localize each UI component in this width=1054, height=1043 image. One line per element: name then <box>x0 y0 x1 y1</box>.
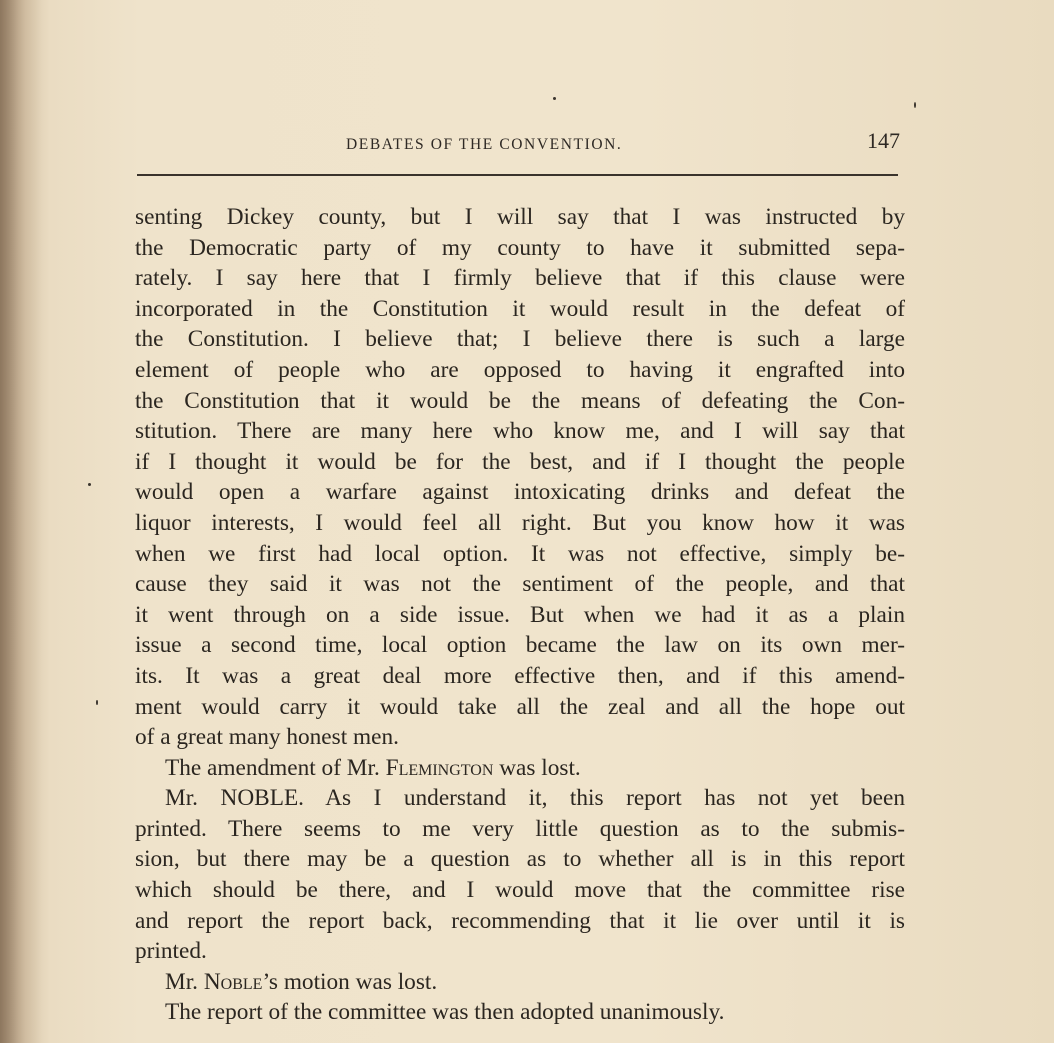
motion-text-pre: Mr. <box>165 968 204 995</box>
text-line: Mr. NOBLE. As I understand it, this report has not yet been <box>165 785 905 812</box>
paper-speck <box>96 700 98 705</box>
text-line: stitution. There are many here who know me, and I will say that <box>135 418 905 445</box>
text-line: ment would carry it would take all the zeal and all the hope out <box>135 693 905 720</box>
page-header <box>138 128 900 162</box>
text-line: element of people who are opposed to having it engrafted into <box>135 356 905 383</box>
text-line: if I thought it would be for the best, and if I thought the people <box>135 448 905 475</box>
motion-text-post: ’s motion was lost. <box>262 968 438 995</box>
book-gutter-shadow <box>0 0 42 1043</box>
text-line: the Democratic party of my county to have it submitted sepa- <box>135 234 905 261</box>
motion-text-post: was lost. <box>493 754 581 781</box>
speaker-name: Flemington <box>385 754 494 781</box>
text-line: issue a second time, local option became the law on its own mer- <box>135 632 905 659</box>
text-line: when we first had local option. It was not effective, simply be- <box>135 540 905 567</box>
running-title: DEBATES OF THE CONVENTION. <box>346 136 623 153</box>
text-line: the Constitution that it would be the means of defeating the Con- <box>135 387 905 414</box>
paper-speck <box>553 97 556 100</box>
text-line: it went through on a side issue. But when we had it as a plain <box>135 601 905 628</box>
text-line: which should be there, and I would move that the committee rise <box>135 877 905 904</box>
text-line: would open a warfare against intoxicating drinks and defeat the <box>135 479 905 506</box>
text-line: its. It was a great deal more effective then, and if this amend- <box>135 662 905 689</box>
text-line: the Constitution. I believe that; I believe there is such a large <box>135 326 905 353</box>
speaker-name: Noble <box>203 968 263 995</box>
page-number: 147 <box>867 128 900 153</box>
motion-text-pre: The amendment of Mr. <box>165 754 386 781</box>
final-line: The report of the committee was then adopted unanimously. <box>165 999 725 1026</box>
text-line: printed. <box>135 938 207 965</box>
header-rule <box>137 174 898 176</box>
text-line: senting Dickey county, but I will say that I was instructed by <box>135 204 905 230</box>
motion-result-flemington <box>135 753 905 784</box>
text-line: rately. I say here that I firmly believe that if this clause were <box>135 265 905 292</box>
text-line: sion, but there may be a question as to whether all is in this report <box>135 846 905 873</box>
text-line: of a great many honest men. <box>135 724 399 751</box>
text-line: liquor interests, I would feel all right. But you know how it was <box>135 509 905 536</box>
text-line: printed. There seems to me very little question as to the submis- <box>135 815 905 842</box>
text-line: incorporated in the Constitution it would result in the defeat of <box>135 295 905 322</box>
body-text <box>135 202 905 1028</box>
paper-speck <box>88 483 91 486</box>
paper-speck <box>914 102 916 108</box>
text-line: and report the report back, recommending that it lie over until it is <box>135 907 905 934</box>
motion-result-noble <box>135 967 905 998</box>
text-line: cause they said it was not the sentiment of the people, and that <box>135 571 905 598</box>
